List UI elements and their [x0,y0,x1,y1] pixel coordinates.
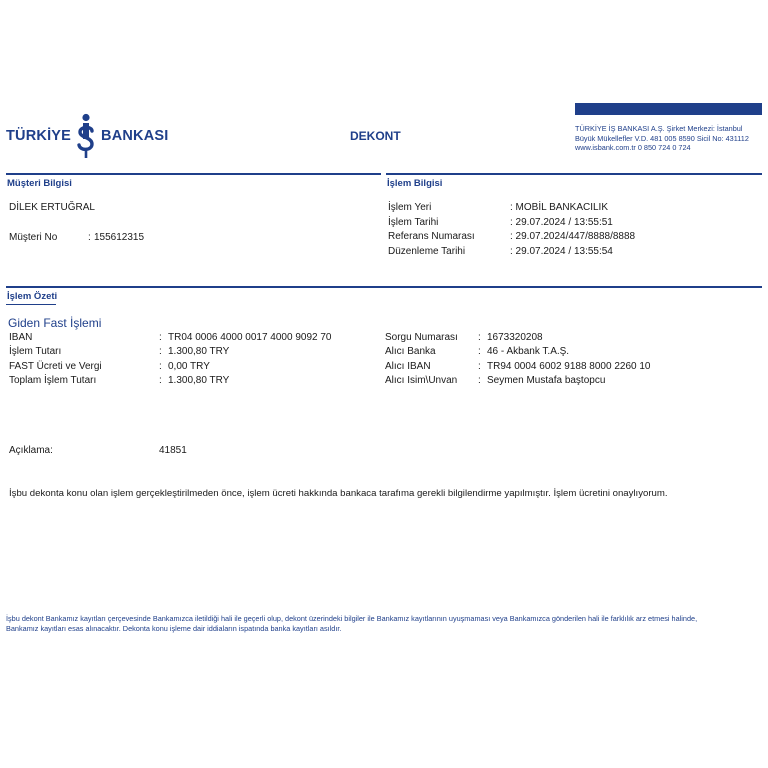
summary-sep: : [159,360,162,372]
customer-no-value: 155612315 [94,232,145,243]
transaction-info-value: : 29.07.2024/447/8888/8888 [510,231,636,243]
transaction-info-section-title: İşlem Bilgisi [387,178,443,189]
summary-label: Alıcı Isim\Unvan [385,374,458,386]
company-info-line: www.isbank.com.tr 0 850 724 0 724 [575,143,691,152]
summary-sep: : [159,332,162,343]
summary-value: 1.300,80 TRY [168,346,230,358]
customer-no-sep: : [88,232,91,243]
company-info-line: Büyük Mükellefler V.D. 481 005 8590 Sicil No: 431112 [575,133,749,143]
description-value: 41851 [159,445,187,456]
summary-value: TR04 0006 4000 0017 4000 9092 70 [168,332,332,343]
document-title: DEKONT [350,129,401,143]
summary-label: Alıcı Banka [385,346,436,358]
summary-value: 1.300,80 TRY [168,374,230,386]
summary-value: 46 - Akbank T.A.Ş. [487,346,570,358]
summary-value: TR94 0004 6002 9188 8000 2260 10 [487,360,651,372]
transaction-info-value: : 29.07.2024 / 13:55:51 [510,216,613,228]
logo-text-right: BANKASI [101,128,169,144]
transaction-info-label: İşlem Tarihi [388,216,439,228]
legal-footer-line: İşbu dekont Bankamız kayıtları çerçevesinde Bankamızca iletildiği hali ile geçerli olup, dekont üzerindeki bilgiler ile Bankamız kayıtlarının uyuşmaması veya Bankamızca gönderilen hali ile farklılık arz etmesi halinde, [6,614,698,623]
transaction-info-value: : 29.07.2024 / 13:55:54 [510,246,613,258]
section-divider [6,286,762,288]
customer-section-title: Müşteri Bilgisi [7,178,72,189]
transaction-summary-section-title: İşlem Özeti [7,291,58,302]
bank-logo [6,114,169,158]
transaction-info-label: Düzenleme Tarihi [388,246,466,258]
summary-sep: : [478,374,481,386]
summary-sep: : [159,374,162,386]
description-label: Açıklama: [9,445,53,456]
legal-footer-line: Bankamız kayıtları esas alınacaktır. Dekonta konu işleme dair iddiaların ispatında banka kayıtları asıldır. [6,624,342,633]
logo-text-left: TÜRKİYE [6,128,72,144]
summary-label: Toplam İşlem Tutarı [9,374,97,386]
section-divider [386,173,762,175]
bank-logo-mark-icon [74,113,98,159]
transaction-info-value: : MOBİL BANKACILIK [510,202,608,213]
company-info [575,124,765,153]
section-divider [6,173,381,175]
summary-value: Seymen Mustafa baştopcu [487,374,606,386]
summary-label: Alıcı IBAN [385,360,431,372]
header-accent-bar [575,103,762,115]
customer-name: DİLEK ERTUĞRAL [9,202,95,213]
summary-value: 0,00 TRY [168,360,210,372]
summary-sep: : [478,332,481,343]
company-info-line: TÜRKİYE İŞ BANKASI A.Ş. Şirket Merkezi: İstanbul [575,124,743,133]
summary-sep: : [159,346,162,358]
summary-sep: : [478,346,481,358]
transaction-info-label: Referans Numarası [388,231,475,243]
transaction-info-label: İşlem Yeri [388,202,432,213]
summary-label: İşlem Tutarı [9,346,62,358]
summary-sep: : [478,360,481,372]
legal-footer [6,614,766,634]
summary-label: Sorgu Numarası [385,332,458,343]
customer-no-label: Müşteri No [9,232,58,243]
summary-label: IBAN [9,332,33,343]
fee-consent-statement: İşbu dekonta konu olan işlem gerçekleştirilmeden önce, işlem ücreti hakkında bankaca tarafıma gerekli bilgilendirme yapılmıştır. İşlem ücretini onaylıyorum. [9,488,668,499]
summary-label: FAST Ücreti ve Vergi [9,360,102,372]
section-title-underline [6,304,56,305]
transaction-type-title: Giden Fast İşlemi [8,316,102,330]
summary-value: 1673320208 [487,332,543,343]
